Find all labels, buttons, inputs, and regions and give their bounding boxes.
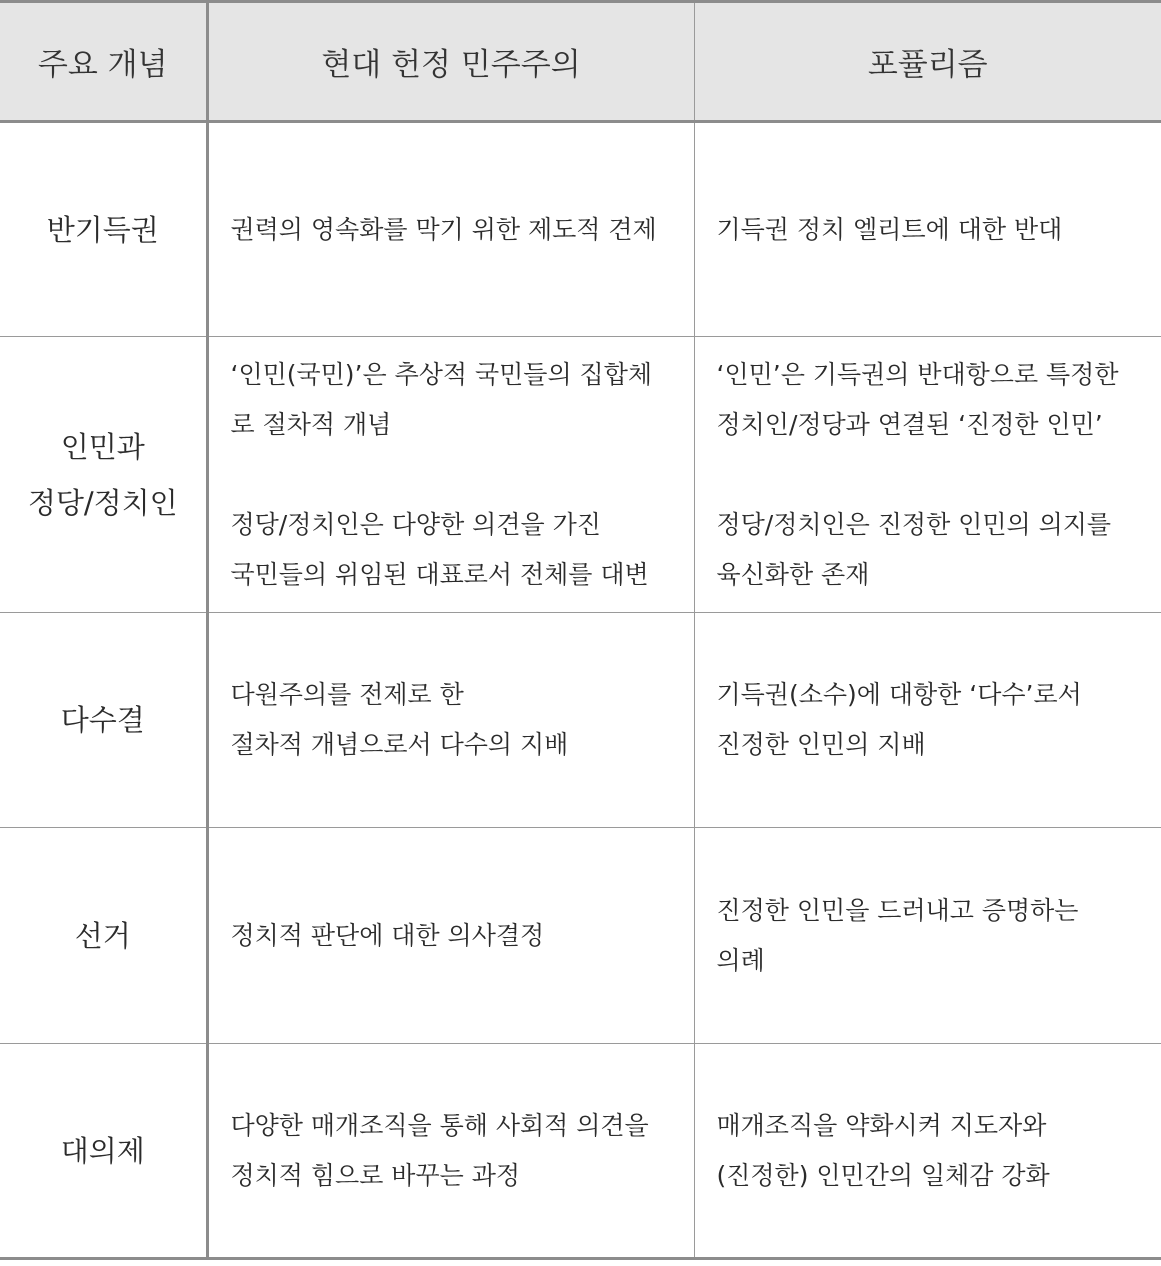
description-paragraph <box>231 350 678 450</box>
description-paragraph <box>717 205 1146 255</box>
description-line: 진정한 인민의 지배 <box>716 730 926 759</box>
description-line: 기득권 정치 엘리트에 대한 반대 <box>716 214 1063 244</box>
description-line: 정당/정치인은 다양한 의견을 가진 <box>230 509 601 539</box>
description-line: 정치인/정당과 연결된 ‘진정한 인민’ <box>716 409 1103 439</box>
concept-cell <box>0 1044 207 1259</box>
header-row <box>0 2 1161 122</box>
description-line: (진정한) 인민간의 일체감 강화 <box>716 1160 1050 1190</box>
description-paragraph <box>231 500 678 600</box>
description-paragraph <box>717 350 1146 450</box>
description-line: ‘인민’은 기득권의 반대항으로 특정한 <box>716 359 1119 389</box>
modern-cell <box>207 122 694 337</box>
table-row <box>0 828 1161 1044</box>
description-line: 기득권(소수)에 대항한 ‘다수’로서 <box>716 680 1082 709</box>
modern-cell <box>207 1044 694 1259</box>
table-row <box>0 337 1161 613</box>
description-line: 정당/정치인은 진정한 인민의 의지를 <box>716 509 1112 539</box>
description-line: 다양한 매개조직을 통해 사회적 의견을 <box>230 1110 649 1140</box>
description-paragraph <box>717 1101 1146 1201</box>
concept-cell <box>0 828 207 1044</box>
populism-cell <box>694 337 1161 613</box>
description-paragraph <box>717 670 1146 770</box>
description-paragraph <box>231 670 678 770</box>
table-row <box>0 122 1161 337</box>
description-line: 진정한 인민을 드러내고 증명하는 <box>716 895 1079 925</box>
description-line: 정치적 판단에 대한 의사결정 <box>230 920 545 950</box>
description-paragraph <box>231 911 678 961</box>
populism-cell <box>694 122 1161 337</box>
concept-cell <box>0 337 207 613</box>
description-paragraph <box>717 500 1146 600</box>
description-line: 의례 <box>716 945 765 975</box>
description-paragraph <box>717 886 1146 986</box>
concept-label: 대의제 <box>60 1133 145 1168</box>
description-paragraph <box>231 205 678 255</box>
description-paragraph <box>231 1101 678 1201</box>
concept-label: 다수결 <box>60 703 145 737</box>
modern-cell <box>207 828 694 1044</box>
populism-cell <box>694 613 1161 828</box>
description-line: 매개조직을 약화시켜 지도자와 <box>716 1110 1047 1140</box>
modern-cell <box>207 337 694 613</box>
populism-cell <box>694 828 1161 1044</box>
description-line: ‘인민(국민)’은 추상적 국민들의 집합체 <box>230 359 652 389</box>
table-row <box>0 613 1161 828</box>
modern-cell <box>207 613 694 828</box>
populism-cell <box>694 1044 1161 1259</box>
description-line: 육신화한 존재 <box>716 559 870 589</box>
concept-cell <box>0 122 207 337</box>
header-concept: 주요 개념 <box>0 2 207 122</box>
concept-label: 인민과 <box>60 429 145 464</box>
header-modern-democracy: 현대 헌정 민주주의 <box>207 2 694 122</box>
concept-label: 선거 <box>74 918 131 953</box>
description-line: 정치적 힘으로 바꾸는 과정 <box>230 1160 520 1190</box>
description-line: 로 절차적 개념 <box>230 409 392 439</box>
table-body <box>0 122 1161 1259</box>
description-line: 권력의 영속화를 막기 위한 제도적 견제 <box>230 214 657 244</box>
table-header <box>0 2 1161 122</box>
concept-label: 반기득권 <box>46 212 159 247</box>
concept-label: 정당/정치인 <box>27 485 178 520</box>
header-populism: 포퓰리즘 <box>694 2 1161 122</box>
description-line: 다원주의를 전제로 한 <box>230 680 464 709</box>
description-line: 절차적 개념으로서 다수의 지배 <box>230 730 569 759</box>
description-line: 국민들의 위임된 대표로서 전체를 대변 <box>230 559 649 589</box>
table-row <box>0 1044 1161 1259</box>
concept-cell <box>0 613 207 828</box>
